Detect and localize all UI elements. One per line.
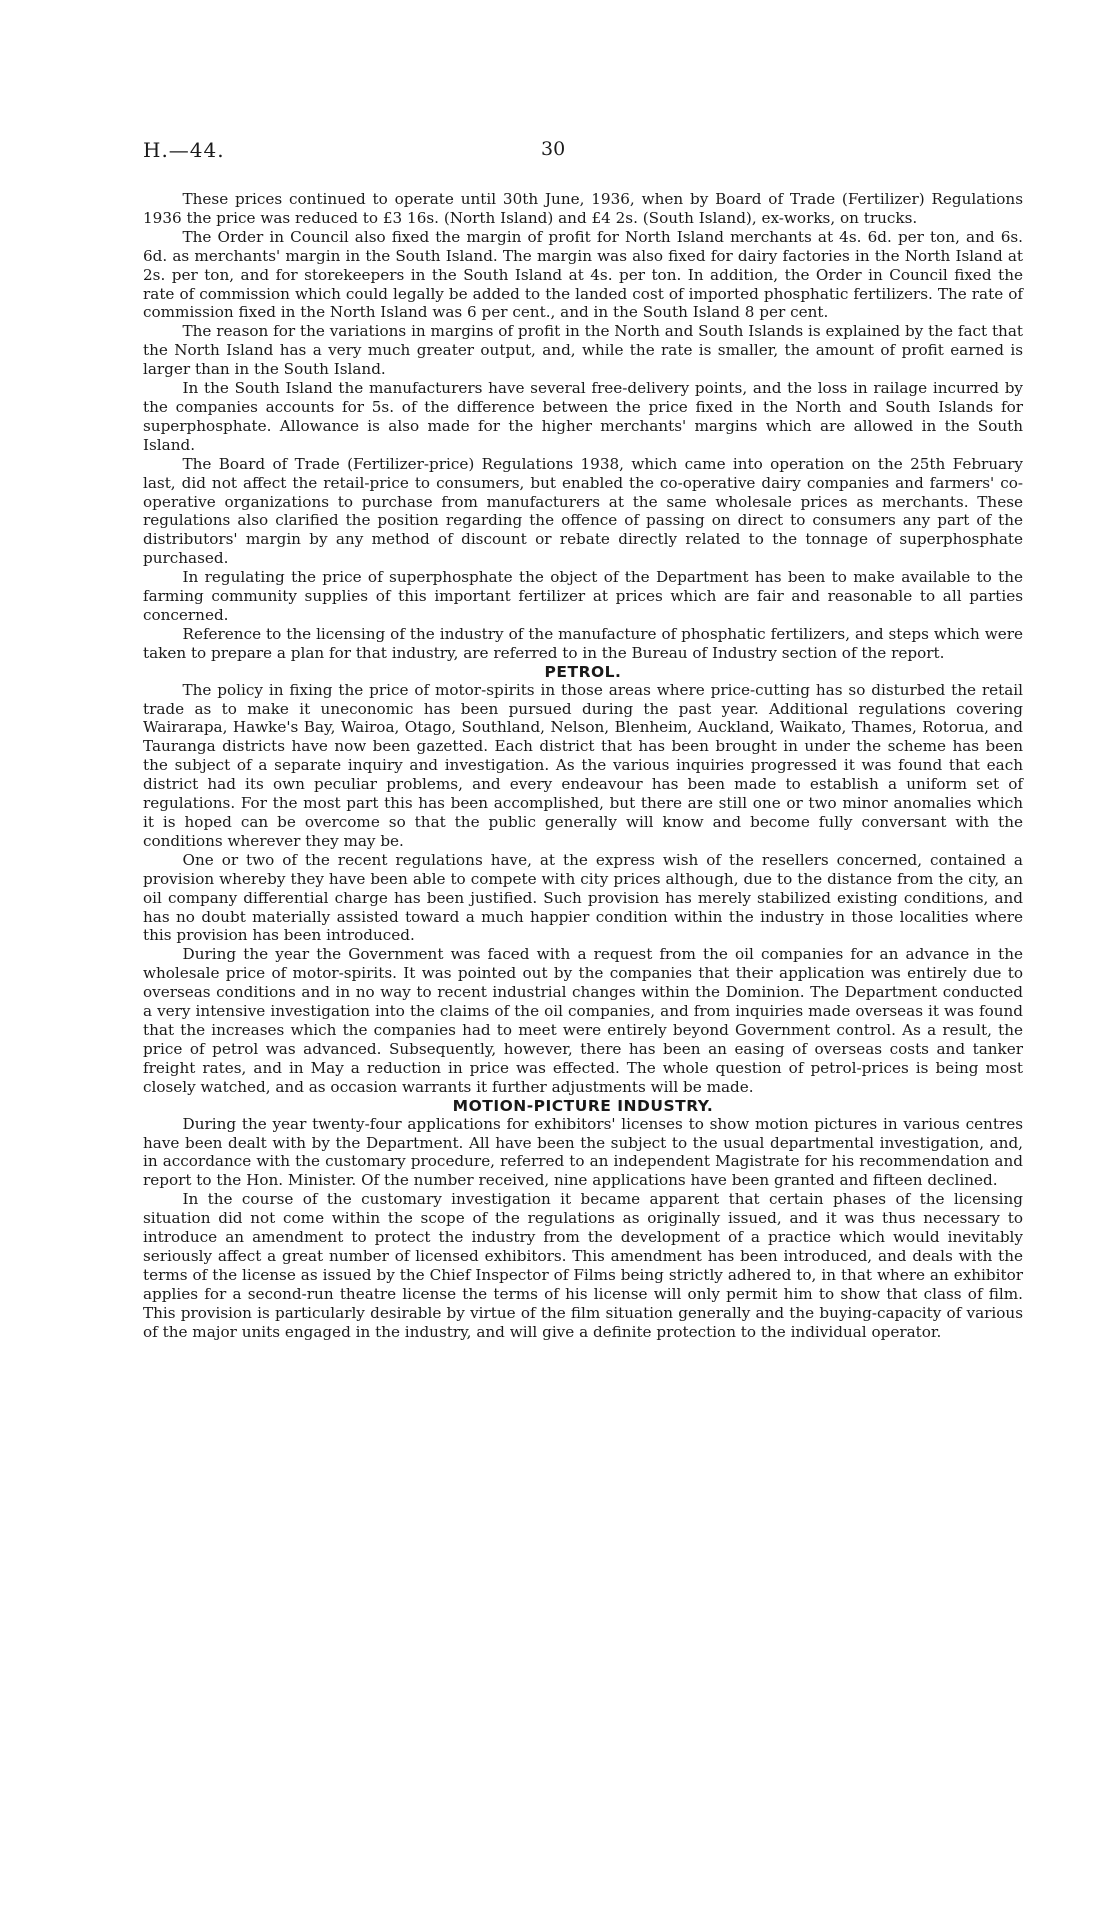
paragraph: Reference to the licensing of the industry of the manufacture of phosphatic fertilizers, and steps which were taken to prepare a plan for that industry, are referred to in the Bureau of Industry section of the report. xyxy=(143,624,1023,662)
paragraph: The policy in fixing the price of motor-spirits in those areas where price-cutting has so disturbed the retail trade as to make it uneconomic has been pursued during the past year. Additional regulations covering Wairarapa, Hawke's Bay, Wairoa, Otago, Southland, Nelson, Blenheim, Auckland, Waikato, Thames, Rotorua, and Tauranga districts have now been gazetted. Each district that has been brought in under the scheme has been the subject of a separate inquiry and investigation. As the various inquiries progressed it was found that each district had its own peculiar problems, and every endeavour has been made to establish a uniform set of regulations. For the most part this has been accomplished, but there are still one or two minor anomalies which it is hoped can be overcome so that the public generally will know and become fully conversant with the conditions wherever they may be. xyxy=(143,680,1023,850)
paragraph: One or two of the recent regulations have, at the express wish of the resellers concerned, contained a provision whereby they have been able to compete with city prices although, due to the distance from the city, an oil company differential charge has been justified. Such provision has merely stabilized existing conditions, and has no doubt materially assisted toward a much happier condition within the industry in those localities where this provision has been introduced. xyxy=(143,850,1023,945)
page-header xyxy=(143,138,1023,168)
page-number: 30 xyxy=(541,138,566,160)
paragraph: The Board of Trade (Fertilizer-price) Regulations 1938, which came into operation on the 25th February last, did not affect the retail-price to consumers, but enabled the co-operative dairy companies and farmers' co-operative organizations to purchase from manufacturers at the same wholesale prices as merchants. These regulations also clarified the position regarding the offence of passing on direct to consumers any part of the distributors' margin by any method of discount or rebate directly related to the tonnage of superphosphate purchased. xyxy=(143,454,1023,568)
paragraph: During the year the Government was faced with a request from the oil companies for an advance in the wholesale price of motor-spirits. It was pointed out by the companies that their application was entirely due to overseas conditions and in no way to recent industrial changes within the Dominion. The Department conducted a very intensive investigation into the claims of the oil companies, and from inquiries made overseas it was found that the increases which the companies had to meet were entirely beyond Government control. As a result, the price of petrol was advanced. Subsequently, however, there has been an easing of overseas costs and tanker freight rates, and in May a reduction in price was effected. The whole question of petrol-prices is being most closely watched, and as occasion warrants it further adjustments will be made. xyxy=(143,945,1023,1096)
paragraph: The reason for the variations in margins of profit in the North and South Islands is explained by the fact that the North Island has a very much greater output, and, while the rate is smaller, the amount of profit earned is larger than in the South Island. xyxy=(143,322,1023,379)
document-reference: H.—44. xyxy=(143,138,225,162)
section-heading-petrol: PETROL. xyxy=(544,662,622,681)
paragraph: The Order in Council also fixed the margin of profit for North Island merchants at 4s. 6d. per ton, and 6s. 6d. as merchants' margin in the South Island. The margin was also fixed for dairy factories in the North Island at 2s. per ton, and for storekeepers in the South Island at 4s. per ton. In addition, the Order in Council fixed the rate of commission which could legally be added to the landed cost of imported phosphatic fertilizers. The rate of commission fixed in the North Island was 6 per cent., and in the South Island 8 per cent. xyxy=(143,227,1023,322)
paragraph: In regulating the price of superphosphate the object of the Department has been to make available to the farming community supplies of this important fertilizer at prices which are fair and reasonable to all parties concerned. xyxy=(143,568,1023,624)
section-heading-motion-picture: MOTION-PICTURE INDUSTRY. xyxy=(452,1096,714,1115)
paragraph: These prices continued to operate until 30th June, 1936, when by Board of Trade (Fertilizer) Regulations 1936 the price was reduced to £3 16s. (North Island) and £4 2s. (South Island), ex-works, on trucks. xyxy=(143,190,1023,227)
paragraph: In the course of the customary investigation it became apparent that certain phases of the licensing situation did not come within the scope of the regulations as originally issued, and it was thus necessary to introduce an amendment to protect the industry from the development of a practice which would inevitably seriously affect a great number of licensed exhibitors. This amendment has been introduced, and deals with the terms of the license as issued by the Chief Inspector of Films being strictly adhered to, in that where an exhibitor applies for a second-run theatre license the terms of his license will only permit him to show that class of film. This provision is particularly desirable by virtue of the film situation generally and the buying-capacity of various of the major units engaged in the industry, and will give a definite protection to the individual operator. xyxy=(143,1190,1023,1341)
page-body xyxy=(143,190,1023,1341)
paragraph: During the year twenty-four applications for exhibitors' licenses to show motion pictures in various centres have been dealt with by the Department. All have been the subject to the usual departmental investigation, and, in accordance with the customary procedure, referred to an independent Magistrate for his recommendation and report to the Hon. Minister. Of the number received, nine applications have been granted and fifteen declined. xyxy=(143,1114,1023,1190)
paragraph: In the South Island the manufacturers have several free-delivery points, and the loss in railage incurred by the companies accounts for 5s. of the difference between the price fixed in the North and South Islands for superphosphate. Allowance is also made for the higher merchants' margins which are allowed in the South Island. xyxy=(143,379,1023,454)
